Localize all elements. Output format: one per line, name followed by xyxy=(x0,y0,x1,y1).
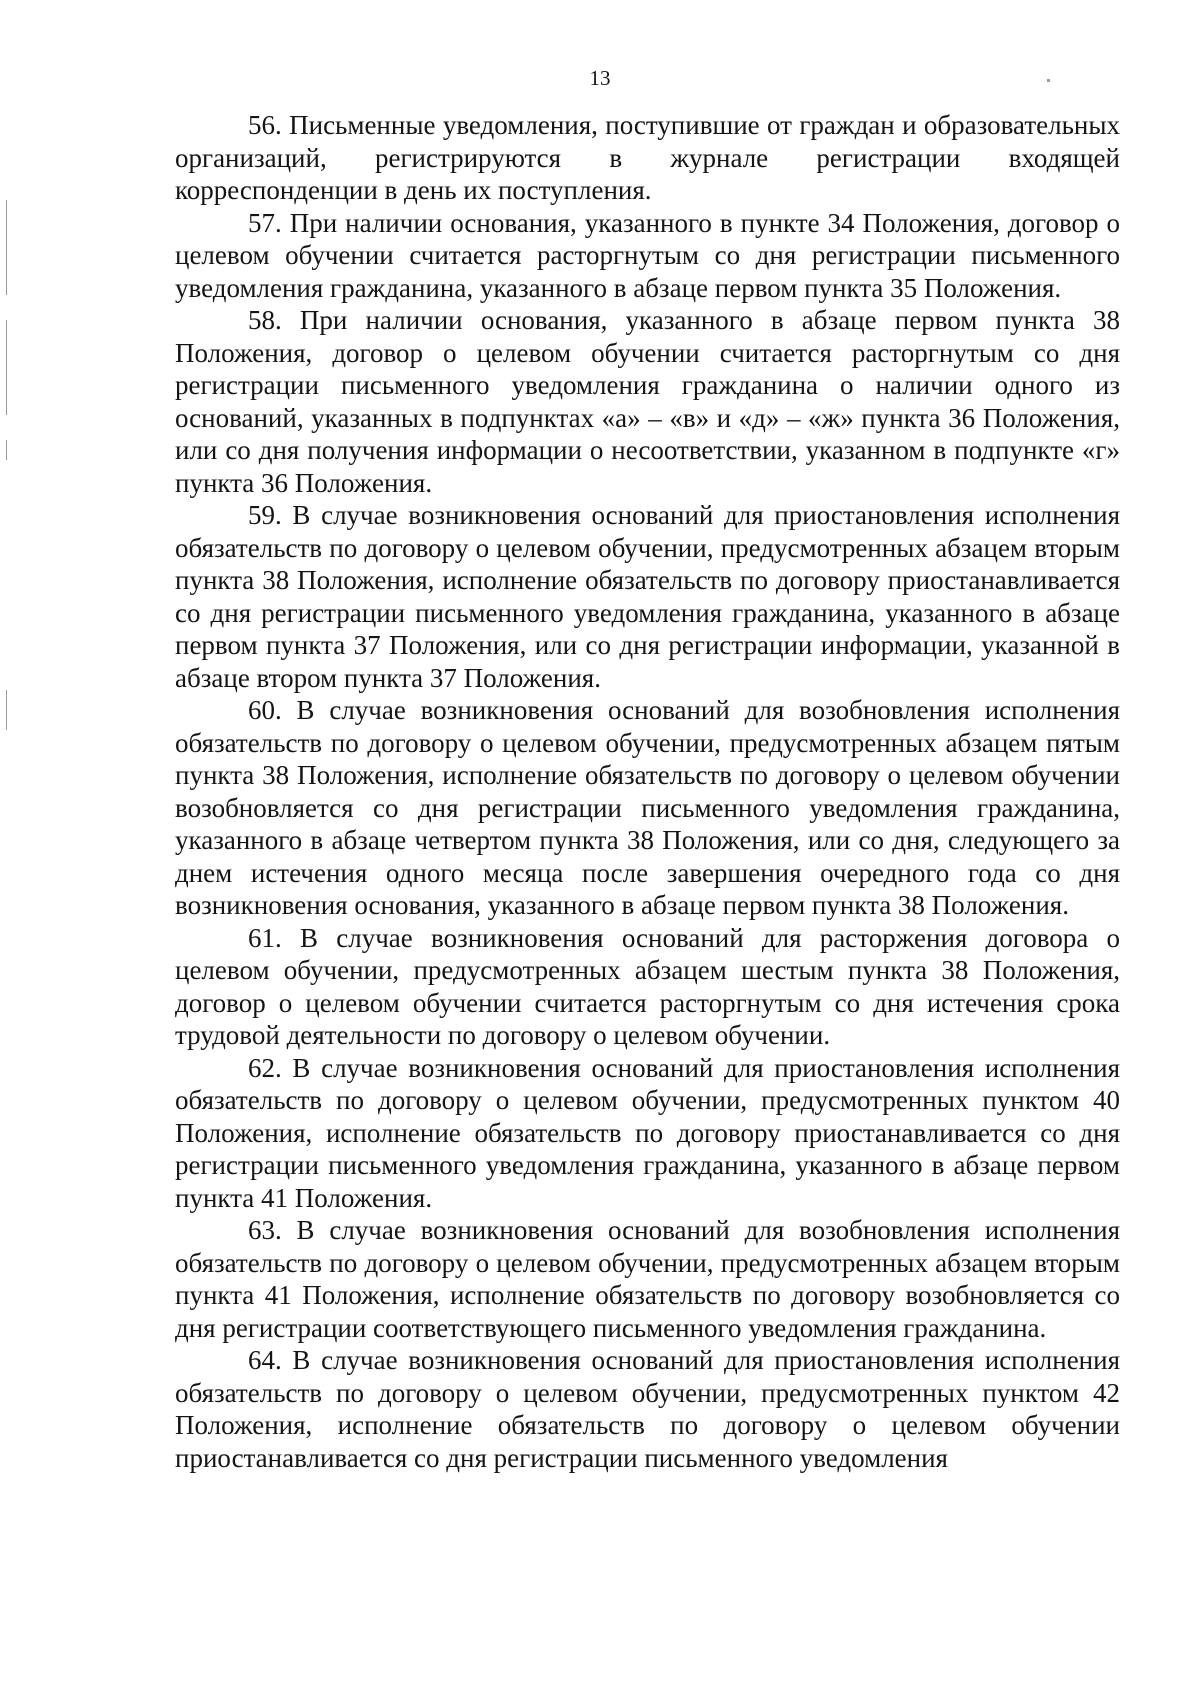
page-number: 13 xyxy=(589,66,611,90)
paragraph-56: 56. Письменные уведомления, поступившие от граждан и образовательных организаций, регистрируются в журнале регистрации входящей корреспонденции в день их поступления. xyxy=(175,110,1120,205)
paragraph-63: 63. В случае возникновения оснований для возобновления исполнения обязательств по договору о целевом обучении, предусмотренных абзацем вторым пункта 41 Положения, исполнение обязательств по договору возобновляется со дня регистрации соответствующего письменного уведомления гражданина. xyxy=(175,1215,1120,1343)
paragraph-60: 60. В случае возникновения оснований для возобновления исполнения обязательств по договору о целевом обучении, предусмотренных абзацем пятым пункта 38 Положения, исполнение обязательств по договору о целевом обучении возобновляется со дня регистрации письменного уведомления гражданина, указанного в абзаце четвертом пункта 38 Положения, или со дня, следующего за днем истечения одного месяца после завершения очередного года со дня возникновения основания, указанного в абзаце первом пункта 38 Положения. xyxy=(175,695,1120,920)
scan-mark xyxy=(6,200,7,295)
paragraph-64: 64. В случае возникновения оснований для приостановления исполнения обязательств по договору о целевом обучении, предусмотренных пунктом 42 Положения, исполнение обязательств по договору о целевом обучении приостанавливается со дня регистрации письменного уведомления xyxy=(175,1345,1120,1473)
paragraph-58: 58. При наличии основания, указанного в абзаце первом пункта 38 Положения, договор о целевом обучении считается расторгнутым со дня регистрации письменного уведомления гражданина о наличии одного из оснований, указанных в подпунктах «а» – «в» и «д» – «ж» пункта 36 Положения, или со дня получения информации о несоответствии, указанном в подпункте «г» пункта 36 Положения. xyxy=(175,305,1120,498)
paragraph-59: 59. В случае возникновения оснований для приостановления исполнения обязательств по договору о целевом обучении, предусмотренных абзацем вторым пункта 38 Положения, исполнение обязательств по договору приостанавливается со дня регистрации письменного уведомления гражданина, указанного в абзаце первом пункта 37 Положения, или со дня регистрации информации, указанной в абзаце втором пункта 37 Положения. xyxy=(175,500,1120,693)
scan-mark xyxy=(6,690,7,730)
document-body xyxy=(175,109,1120,1474)
scan-mark xyxy=(6,440,7,460)
scan-mark xyxy=(1047,79,1050,82)
paragraph-62: 62. В случае возникновения оснований для приостановления исполнения обязательств по договору о целевом обучении, предусмотренных пунктом 40 Положения, исполнение обязательств по договору приостанавливается со дня регистрации письменного уведомления гражданина, указанного в абзаце первом пункта 41 Положения. xyxy=(175,1052,1120,1213)
paragraph-61: 61. В случае возникновения оснований для расторжения договора о целевом обучении, предусмотренных абзацем шестым пункта 38 Положения, договор о целевом обучении считается расторгнутым со дня истечения срока трудовой деятельности по договору о целевом обучении. xyxy=(175,922,1120,1050)
paragraph-57: 57. При наличии основания, указанного в пункте 34 Положения, договор о целевом обучении считается расторгнутым со дня регистрации письменного уведомления гражданина, указанного в абзаце первом пункта 35 Положения. xyxy=(175,207,1120,303)
scan-mark xyxy=(6,320,7,415)
